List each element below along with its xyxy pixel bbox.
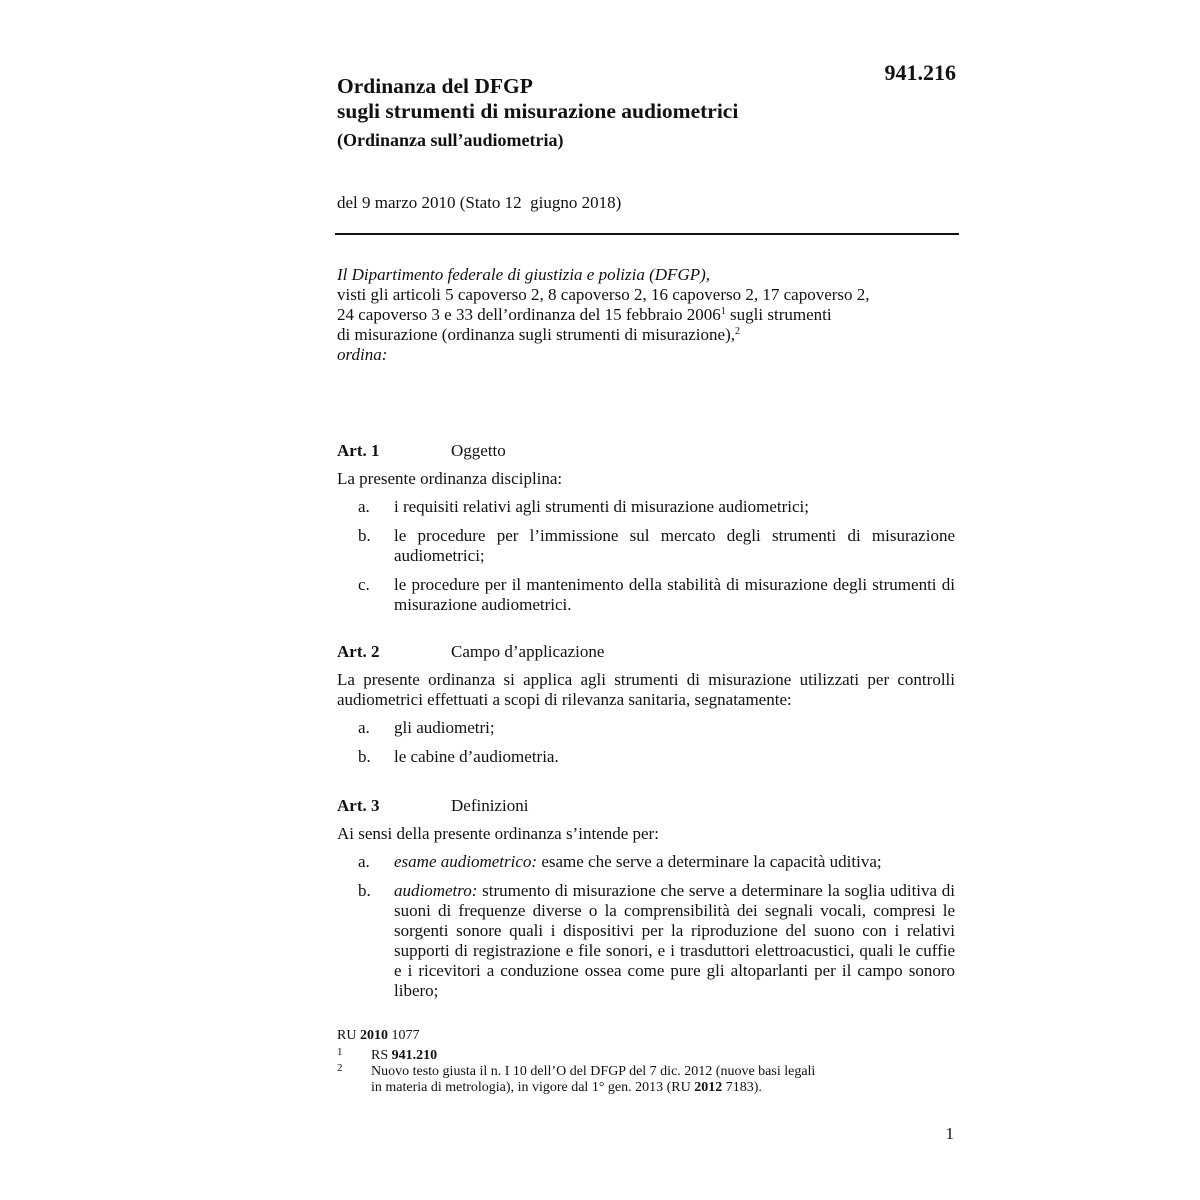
item-letter: b. [358, 526, 371, 545]
article-heading [337, 642, 955, 664]
preamble [337, 265, 937, 365]
list-item [337, 881, 955, 1001]
ru-year: 2010 [359, 1028, 388, 1043]
preamble-authority: Il Dipartimento federale di giustizia e polizia (DFGP), [337, 265, 711, 284]
title-block [337, 74, 897, 151]
footnote-number: 1 [337, 1046, 343, 1058]
footnote-1 [337, 1048, 937, 1064]
article-intro: La presente ordinanza disciplina: [337, 469, 563, 488]
item-text: le procedure per il mantenimento della stabilità di misurazione degli strumenti di misurazione audiometrici. [394, 575, 955, 614]
list-item [337, 575, 955, 615]
item-letter: b. [358, 881, 371, 900]
article-items [337, 497, 955, 615]
article-title: Oggetto [451, 441, 506, 460]
footnote-2 [337, 1064, 937, 1096]
article-title: Campo d’applicazione [451, 642, 605, 661]
article-2 [337, 642, 955, 776]
definition-term: esame audiometrico: [394, 852, 538, 871]
horizontal-rule [335, 233, 959, 235]
article-title: Definizioni [451, 796, 529, 815]
footnote-text-b-post: 7183). [722, 1080, 762, 1095]
title-line-1: Ordinanza del DFGP [337, 74, 533, 98]
list-item [337, 526, 955, 566]
page-number: 1 [945, 1124, 954, 1143]
footnote-text-b-pre: in materia di metrologia), in vigore dal 1° gen. 2013 (RU [371, 1080, 695, 1095]
article-items [337, 718, 955, 767]
list-item [337, 497, 955, 517]
item-letter: a. [358, 497, 370, 516]
footnote-ru-year: 2012 [694, 1080, 723, 1095]
list-item [337, 747, 955, 767]
article-3 [337, 796, 955, 1010]
list-item [337, 718, 955, 738]
article-heading [337, 441, 955, 463]
article-number: Art. 3 [337, 796, 380, 815]
article-number: Art. 1 [337, 441, 380, 460]
date-line: del 9 marzo 2010 (Stato 12 giugno 2018) [337, 193, 622, 212]
article-heading [337, 796, 955, 818]
sr-number: 941.216 [884, 60, 956, 85]
definition-text: esame che serve a determinare la capacità uditiva; [537, 852, 882, 871]
preamble-line-3-text: di misurazione (ordinanza sugli strumenti di misurazione), [337, 325, 735, 344]
ru-prefix: RU [337, 1028, 360, 1043]
title-line-2: sugli strumenti di misurazione audiometrici [337, 99, 739, 123]
item-text: le cabine d’audiometria. [394, 747, 559, 766]
footnote-prefix: RS [371, 1048, 392, 1063]
article-intro: Ai sensi della presente ordinanza s’intende per: [337, 824, 659, 843]
article-items [337, 852, 955, 1001]
footnote-sr-ref: 941.210 [391, 1048, 438, 1063]
article-1 [337, 441, 955, 624]
footnote-number: 2 [337, 1062, 343, 1074]
item-text [394, 852, 955, 872]
item-letter: a. [358, 718, 370, 737]
ru-page: 1077 [387, 1028, 420, 1043]
item-text: le procedure per l’immissione sul mercato degli strumenti di misurazione audiometrici; [394, 526, 955, 565]
preamble-line-3 [337, 325, 937, 345]
definition-text: strumento di misurazione che serve a determinare la soglia uditiva di suoni di frequenze diverse o la comprensibilità dei segnali vocali, compresi le sorgenti sonore quali i dispositivi per la riproduzione del suono con i relativi supporti di registrazione e file sonori, e i trasduttori elettroacustici, quali le cuffie e i ricevitori a conduzione ossea come pure gli altoparlanti per il campo sonoro libero; [394, 881, 955, 1000]
preamble-decree: ordina: [337, 345, 388, 364]
ru-reference [337, 1028, 937, 1044]
item-text [394, 881, 955, 1001]
preamble-line-2 [337, 305, 937, 325]
item-letter: c. [358, 575, 370, 594]
footnotes [337, 1028, 937, 1096]
item-text: i requisiti relativi agli strumenti di misurazione audiometrici; [394, 497, 809, 516]
footnote-ref-1[interactable]: 1 [720, 306, 726, 317]
preamble-line-1: visti gli articoli 5 capoverso 2, 8 capoverso 2, 16 capoverso 2, 17 capoverso 2, [337, 285, 870, 304]
article-intro: La presente ordinanza si applica agli strumenti di misurazione utilizzati per controlli audiometrici effettuati a scopi di rilevanza sanitaria, segnatamente: [337, 670, 955, 709]
preamble-line-2-tail: sugli strumenti [725, 305, 832, 324]
subtitle: (Ordinanza sull’audiometria) [337, 130, 564, 150]
definition-term: audiometro: [394, 881, 478, 900]
footnote-ref-2[interactable]: 2 [734, 326, 740, 337]
footnote-text-b [371, 1080, 937, 1096]
list-item [337, 852, 955, 872]
item-text: gli audiometri; [394, 718, 495, 737]
item-letter: b. [358, 747, 371, 766]
footnote-text-a: Nuovo testo giusta il n. I 10 dell’O del DFGP del 7 dic. 2012 (nuove basi legali [371, 1064, 816, 1079]
item-letter: a. [358, 852, 370, 871]
article-number: Art. 2 [337, 642, 380, 661]
preamble-line-2-text: 24 capoverso 3 e 33 dell’ordinanza del 15 febbraio 2006 [337, 305, 721, 324]
